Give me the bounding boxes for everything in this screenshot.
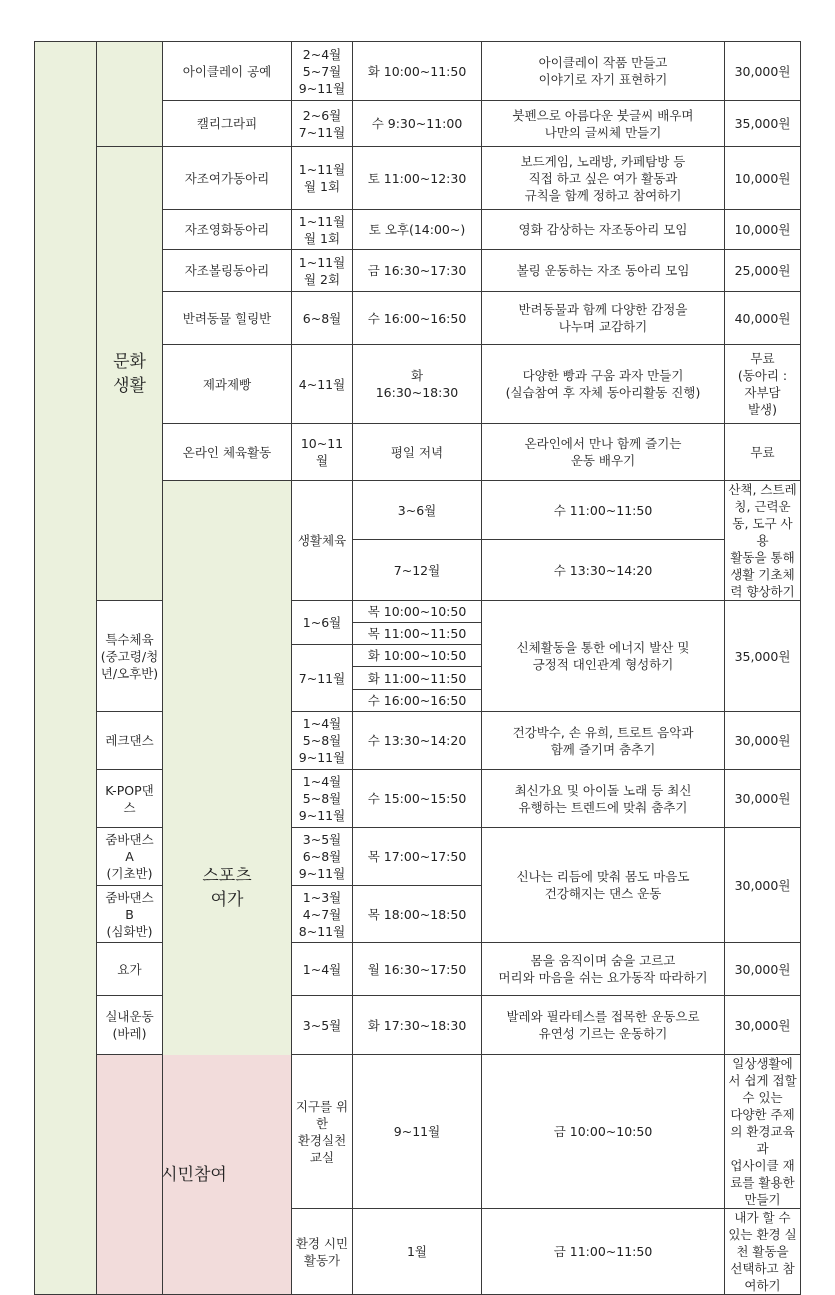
program-fee: 30,000원	[725, 42, 801, 101]
program-fee: 10,000원	[725, 210, 801, 250]
program-name: 레크댄스	[97, 712, 163, 770]
table-row	[35, 943, 801, 996]
program-time: 화 10:00~11:50	[353, 42, 482, 101]
program-name: 제과제빵	[163, 345, 292, 424]
program-fee: 30,000원	[725, 770, 801, 828]
program-name: 온라인 체육활동	[163, 424, 292, 481]
table-row	[35, 828, 801, 886]
program-content: 신체활동을 통한 에너지 발산 및 긍정적 대인관계 형성하기	[482, 601, 725, 712]
program-period: 1~3월 4~7월 8~11월	[292, 886, 353, 943]
program-period: 7~12월	[353, 540, 482, 601]
program-content: 몸을 움직이며 숨을 고르고 머리와 마음을 쉬는 요가동작 따라하기	[482, 943, 725, 996]
table-row	[35, 1055, 801, 1209]
table-row	[35, 996, 801, 1055]
program-name: 자조영화동아리	[163, 210, 292, 250]
program-fee: 30,000원	[725, 712, 801, 770]
table-row	[35, 712, 801, 770]
program-content: 붓펜으로 아름다운 붓글씨 배우며 나만의 글씨체 만들기	[482, 101, 725, 147]
program-time: 화 17:30~18:30	[353, 996, 482, 1055]
program-content: 발레와 필라테스를 접목한 운동으로 유연성 기르는 운동하기	[482, 996, 725, 1055]
program-name: 실내운동 (바레)	[97, 996, 163, 1055]
program-name: 특수체육 (중고령/청년/오후반)	[97, 601, 163, 712]
program-period: 1~4월 5~8월 9~11월	[292, 712, 353, 770]
program-content: 다양한 빵과 구움 과자 만들기 (실습참여 후 자체 동아리활동 진행)	[482, 345, 725, 424]
program-time: 금 16:30~17:30	[353, 250, 482, 292]
program-content: 내가 할 수 있는 환경 실천 활동을 선택하고 참여하기	[725, 1209, 801, 1295]
program-time: 목 17:00~17:50	[353, 828, 482, 886]
program-period: 3~5월 6~8월 9~11월	[292, 828, 353, 886]
program-period: 3~6월	[353, 481, 482, 540]
table-row	[35, 42, 801, 101]
program-content: 영화 감상하는 자조동아리 모임	[482, 210, 725, 250]
program-content: 반려동물과 함께 다양한 감정을 나누며 교감하기	[482, 292, 725, 345]
program-name: 지구를 위한 환경실천교실	[292, 1055, 353, 1209]
program-name: 요가	[97, 943, 163, 996]
subsection-cell	[97, 42, 163, 147]
program-time: 화 16:30~18:30	[353, 345, 482, 424]
table-row	[35, 770, 801, 828]
program-name: 반려동물 힐링반	[163, 292, 292, 345]
program-time: 수 13:30~14:20	[353, 712, 482, 770]
program-period: 1~6월	[292, 601, 353, 645]
program-time: 금 11:00~11:50	[482, 1209, 725, 1295]
program-name: 줌바댄스 B (심화반)	[97, 886, 163, 943]
program-period: 1~11월 월 1회	[292, 147, 353, 210]
program-name: 캘리그라피	[163, 101, 292, 147]
table-row	[35, 601, 801, 623]
program-content: 온라인에서 만나 함께 즐기는 운동 배우기	[482, 424, 725, 481]
program-time: 토 오후(14:00~)	[353, 210, 482, 250]
program-period: 1~11월 월 1회	[292, 210, 353, 250]
program-period: 9~11월	[353, 1055, 482, 1209]
category-sports: 스포츠 여가	[163, 481, 292, 1295]
program-content: 건강박수, 손 유희, 트로트 음악과 함께 즐기며 춤추기	[482, 712, 725, 770]
program-name: 자조여가동아리	[163, 147, 292, 210]
program-fee: 30,000원	[725, 996, 801, 1055]
program-time: 화 10:00~10:50	[353, 645, 482, 667]
table-row	[35, 147, 801, 210]
program-time: 수 16:00~16:50	[353, 690, 482, 712]
program-period: 6~8월	[292, 292, 353, 345]
program-period: 4~11월	[292, 345, 353, 424]
program-name: 생활체육	[292, 481, 353, 601]
program-time: 수 11:00~11:50	[482, 481, 725, 540]
program-time: 목 18:00~18:50	[353, 886, 482, 943]
program-period: 1월	[353, 1209, 482, 1295]
program-time: 수 16:00~16:50	[353, 292, 482, 345]
program-time: 수 15:00~15:50	[353, 770, 482, 828]
program-content: 볼링 운동하는 자조 동아리 모임	[482, 250, 725, 292]
program-period: 2~6월 7~11월	[292, 101, 353, 147]
program-period: 3~5월	[292, 996, 353, 1055]
program-name: 아이클레이 공예	[163, 42, 292, 101]
program-name: 환경 시민활동가	[292, 1209, 353, 1295]
program-content: 산책, 스트레칭, 근력운동, 도구 사용 활동을 통해 생활 기초체력 향상하기	[725, 481, 801, 601]
program-time: 평일 저녁	[353, 424, 482, 481]
program-content: 신나는 리듬에 맞춰 몸도 마음도 건강해지는 댄스 운동	[482, 828, 725, 943]
program-time: 화 11:00~11:50	[353, 667, 482, 690]
program-fee: 무료	[725, 424, 801, 481]
program-content: 일상생활에서 쉽게 접할 수 있는 다양한 주제의 환경교육과 업사이클 재료를 활용한 만들기	[725, 1055, 801, 1209]
program-time: 수 9:30~11:00	[353, 101, 482, 147]
program-fee: 30,000원	[725, 828, 801, 943]
program-fee: 35,000원	[725, 101, 801, 147]
program-fee: 30,000원	[725, 943, 801, 996]
category-civic: 시민참여	[97, 1055, 292, 1295]
program-time: 수 13:30~14:20	[482, 540, 725, 601]
program-content: 보드게임, 노래방, 카페탐방 등 직접 하고 싶은 여가 활동과 규칙을 함께 정하고 참여하기	[482, 147, 725, 210]
program-time: 금 10:00~10:50	[482, 1055, 725, 1209]
program-table	[34, 41, 801, 1295]
program-period: 1~4월	[292, 943, 353, 996]
section-cell	[35, 42, 97, 1295]
program-fee: 무료 (동아리 : 자부담 발생)	[725, 345, 801, 424]
program-name: 줌바댄스 A (기초반)	[97, 828, 163, 886]
program-content: 최신가요 및 아이돌 노래 등 최신 유행하는 트렌드에 맞춰 춤추기	[482, 770, 725, 828]
program-time: 목 10:00~10:50	[353, 601, 482, 623]
program-time: 목 11:00~11:50	[353, 623, 482, 645]
program-time: 토 11:00~12:30	[353, 147, 482, 210]
program-period: 10~11월	[292, 424, 353, 481]
program-fee: 10,000원	[725, 147, 801, 210]
program-time: 월 16:30~17:50	[353, 943, 482, 996]
program-period: 7~11월	[292, 645, 353, 712]
program-period: 2~4월 5~7월 9~11월	[292, 42, 353, 101]
program-name: 자조볼링동아리	[163, 250, 292, 292]
program-content: 아이클레이 작품 만들고 이야기로 자기 표현하기	[482, 42, 725, 101]
program-period: 1~11월 월 2회	[292, 250, 353, 292]
program-period: 1~4월 5~8월 9~11월	[292, 770, 353, 828]
program-name: K-POP댄스	[97, 770, 163, 828]
category-culture: 문화 생활	[97, 147, 163, 601]
program-fee: 35,000원	[725, 601, 801, 712]
program-fee: 25,000원	[725, 250, 801, 292]
program-fee: 40,000원	[725, 292, 801, 345]
